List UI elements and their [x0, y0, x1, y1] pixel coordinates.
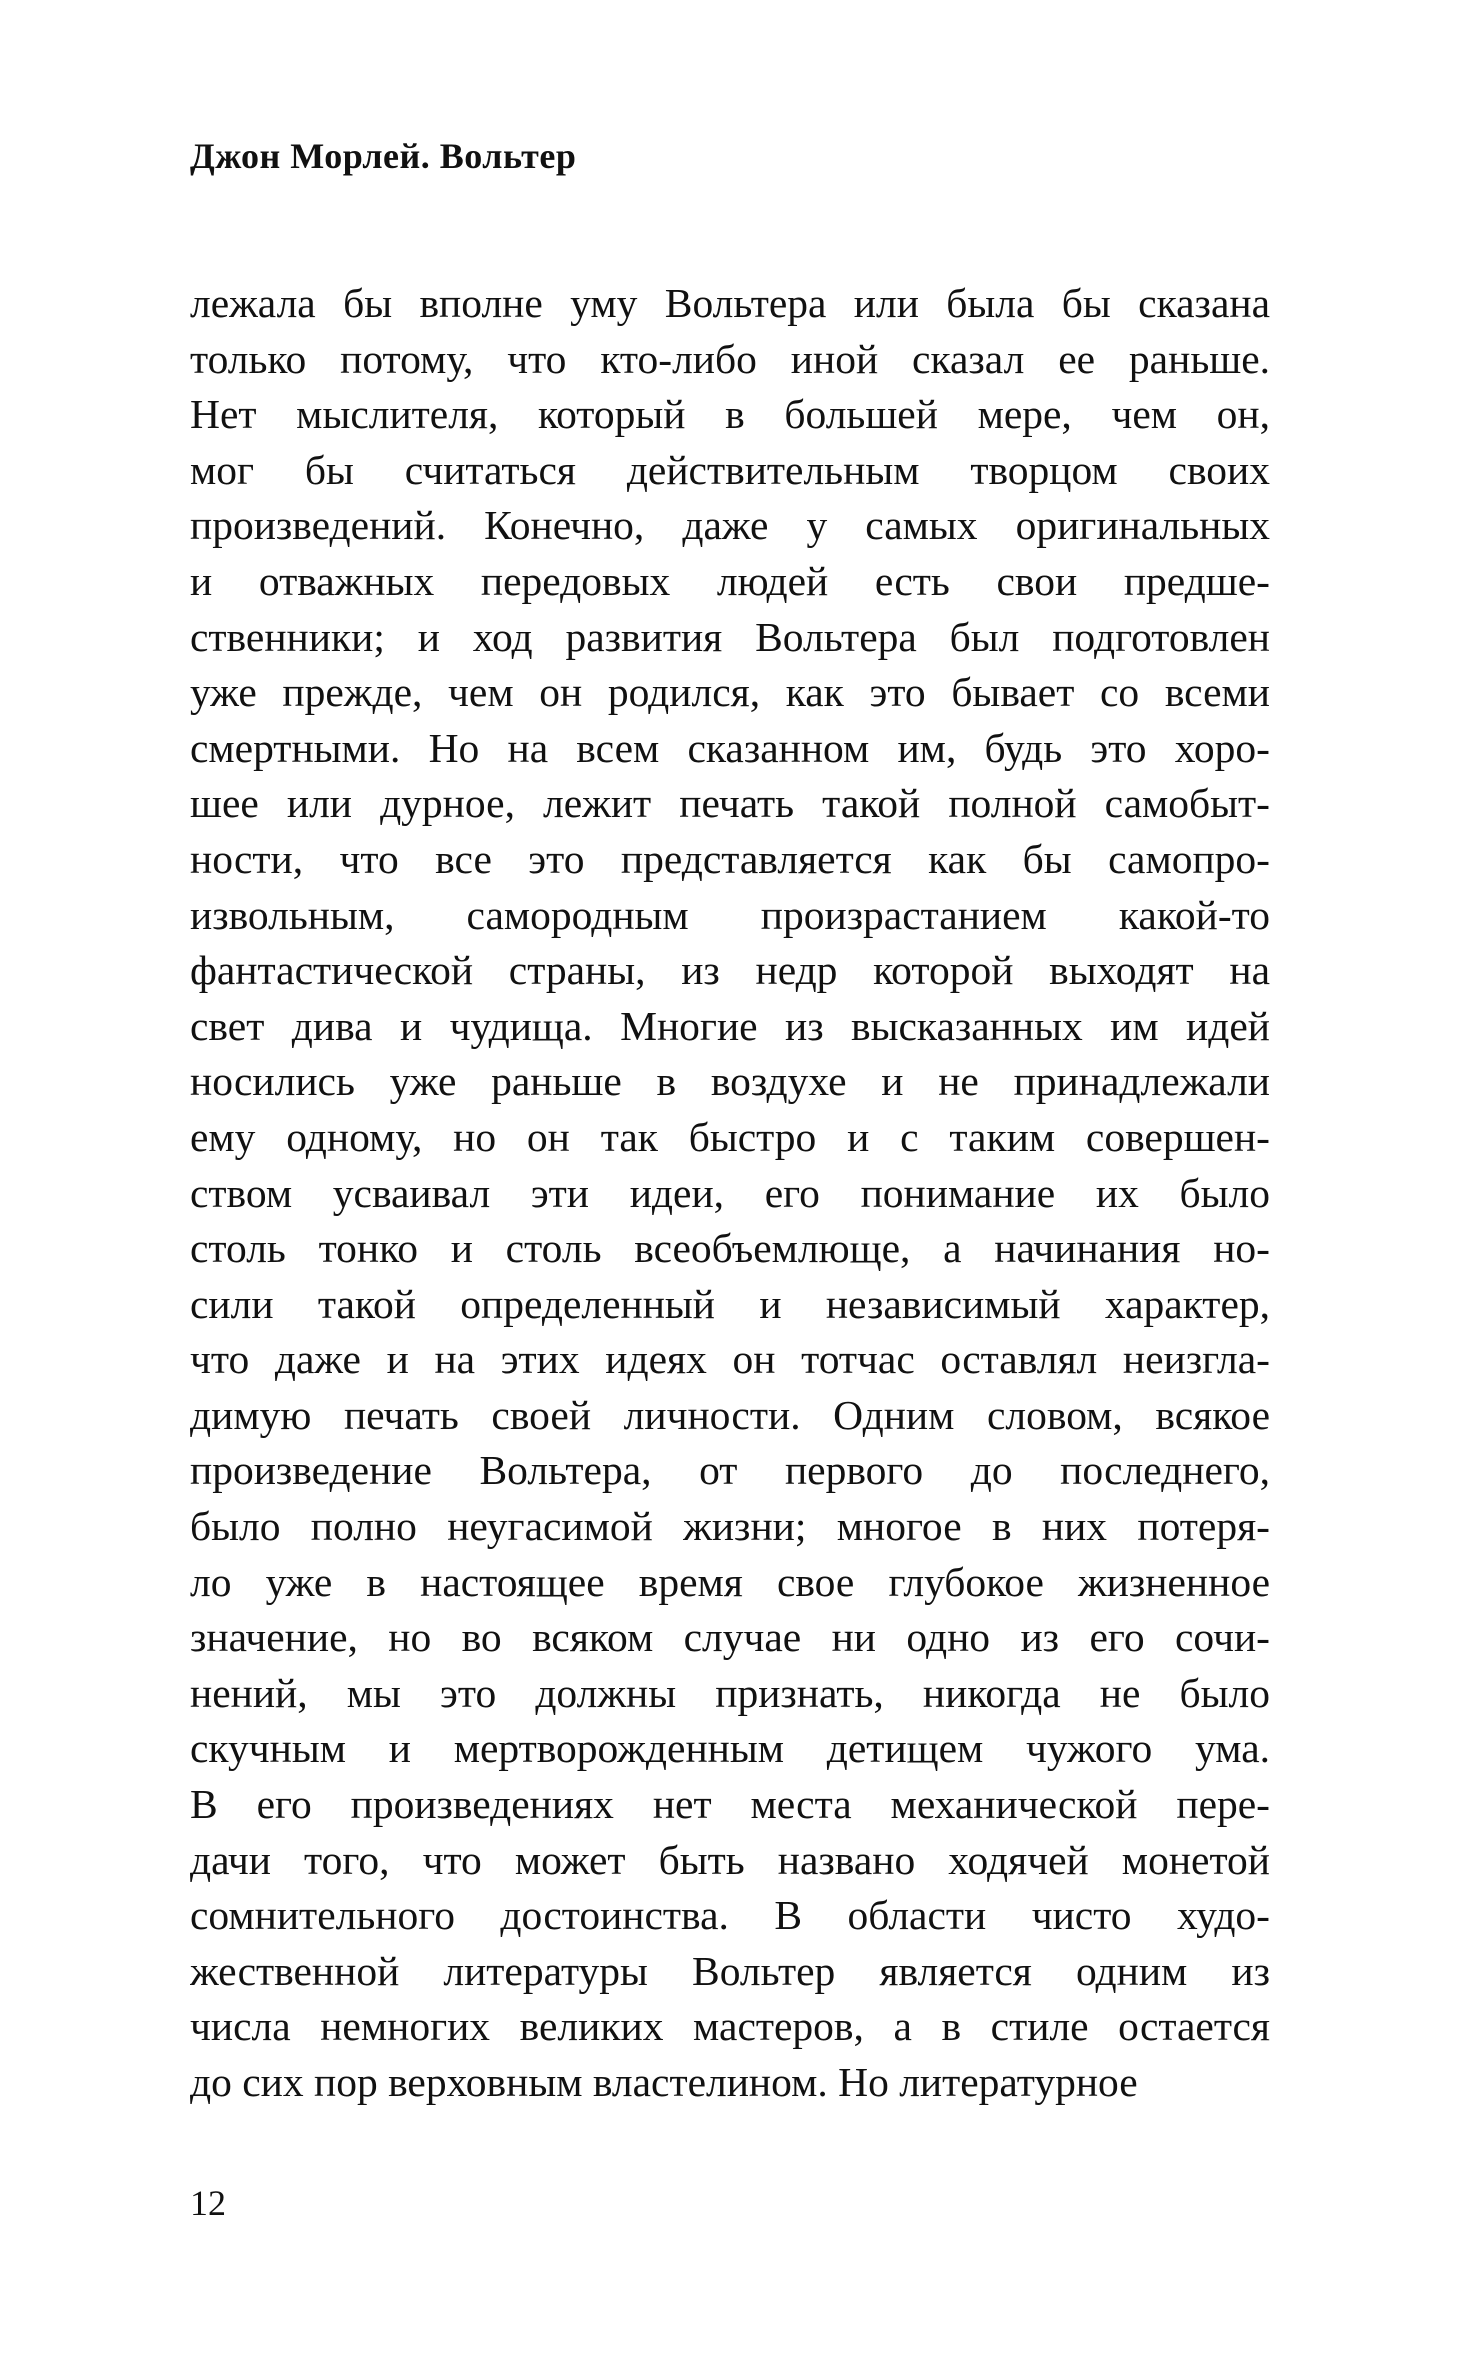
text-line: лежала бы вполне уму Вольтера или была бы сказана	[190, 280, 1270, 326]
text-line: носились уже раньше в воздухе и не принадлежали	[190, 1058, 1270, 1105]
text-line: нений, мы это должны признать, никогда не было	[190, 1669, 1270, 1716]
text-line: ности, что все это представляется как бы самопро-	[190, 835, 1270, 882]
text-line: ственники; и ход развития Вольтера был подготовлен	[190, 613, 1270, 660]
text-line: димую печать своей личности. Одним словом, всякое	[190, 1391, 1270, 1438]
text-line: уже прежде, чем он родился, как это бывает со всеми	[190, 669, 1270, 716]
text-line: скучным и мертворожденным детищем чужого ума.	[190, 1725, 1270, 1772]
running-head: Джон Морлей. Вольтер	[190, 136, 577, 176]
text-line: фантастической страны, из недр которой выходят на	[190, 947, 1270, 994]
text-line: извольным, самородным произрастанием какой-то	[190, 891, 1270, 938]
text-line: было полно неугасимой жизни; многое в них потеря-	[190, 1503, 1270, 1550]
text-line: столь тонко и столь всеобъемлюще, а начинания но-	[190, 1225, 1270, 1272]
text-line: произведений. Конечно, даже у самых оригинальных	[190, 502, 1270, 549]
text-line: ло уже в настоящее время свое глубокое жизненное	[190, 1558, 1270, 1605]
text-line: жественной литературы Вольтер является одним из	[190, 1947, 1270, 1994]
text-line: свет дива и чудища. Многие из высказанных им идей	[190, 1002, 1270, 1049]
text-line: до сих пор верховным властелином. Но литературное	[190, 2059, 1138, 2105]
text-line: В его произведениях нет места механической пере-	[190, 1781, 1270, 1828]
text-line: произведение Вольтера, от первого до последнего,	[190, 1447, 1270, 1494]
page-number: 12	[190, 2183, 226, 2223]
text-line: сомнительного достоинства. В области чисто худо-	[190, 1892, 1270, 1939]
text-line: что даже и на этих идеях он тотчас оставлял неизгла-	[190, 1336, 1270, 1383]
text-line: значение, но во всяком случае ни одно из его сочи-	[190, 1614, 1270, 1661]
text-line: только потому, что кто-либо иной сказал ее раньше.	[190, 335, 1270, 382]
text-line: числа немногих великих мастеров, а в стиле остается	[190, 2003, 1270, 2050]
text-line: смертными. Но на всем сказанном им, будь это хоро-	[190, 724, 1270, 771]
text-line: ему одному, но он так быстро и с таким совершен-	[190, 1113, 1270, 1160]
text-line: сили такой определенный и независимый характер,	[190, 1280, 1270, 1327]
text-line: дачи того, что может быть названо ходячей монетой	[190, 1836, 1270, 1883]
text-line: ством усваивал эти идеи, его понимание их было	[190, 1169, 1270, 1216]
text-line: шее или дурное, лежит печать такой полной самобыт-	[190, 780, 1270, 827]
text-line: мог бы считаться действительным творцом своих	[190, 446, 1270, 493]
text-line: Нет мыслителя, который в большей мере, чем он,	[190, 391, 1270, 438]
text-line: и отважных передовых людей есть свои предше-	[190, 557, 1270, 604]
body-text	[190, 276, 1270, 2111]
